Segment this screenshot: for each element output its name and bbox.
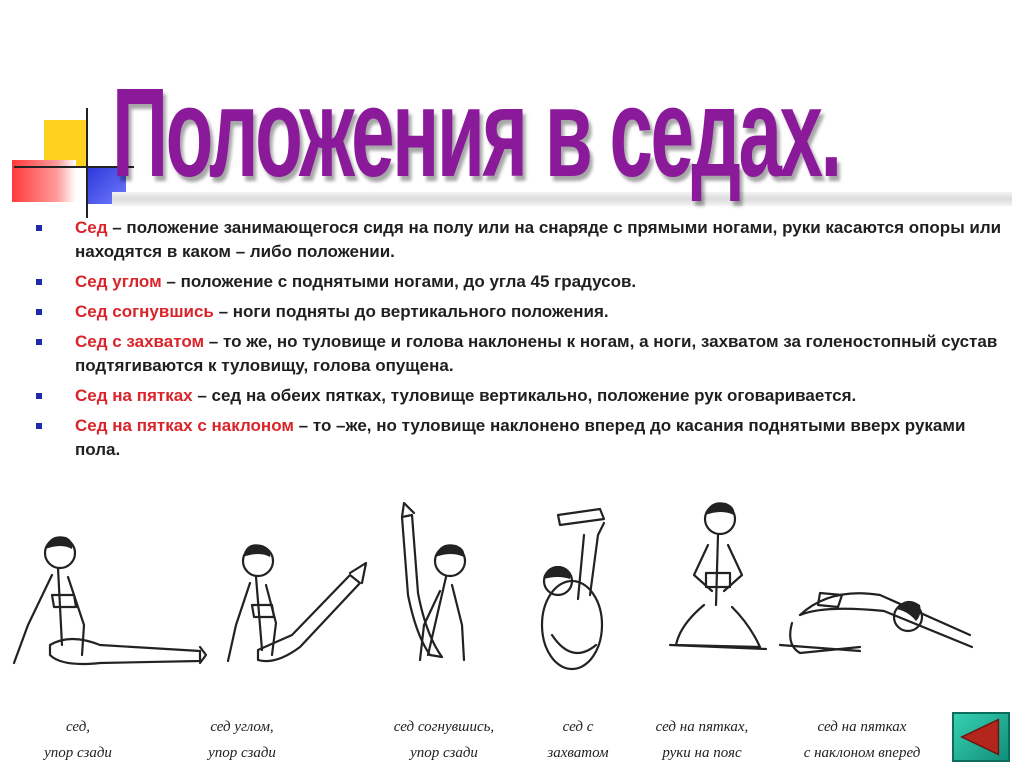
definition-text: – сед на обеих пятках, туловище вертикально, положение рук оговаривается. <box>192 386 857 405</box>
definition-item <box>34 384 1004 408</box>
definition-term: Сед на пятках с наклоном <box>75 416 294 435</box>
bullet-icon <box>36 309 42 315</box>
bullet-icon <box>36 225 42 231</box>
caption-line: сед углом, <box>210 719 274 735</box>
caption-line: сед с <box>562 719 594 735</box>
definition-term: Сед согнувшись <box>75 302 214 321</box>
figure-sit-heels <box>670 502 766 649</box>
definition-text: – ноги подняты до вертикального положения. <box>213 302 609 321</box>
definition-list <box>34 216 1004 468</box>
definition-term: Сед углом <box>75 272 162 291</box>
caption-line: сед согнувшись, <box>393 719 495 735</box>
caption-line: упор сзади <box>208 745 276 761</box>
caption-line: упор сзади <box>410 745 478 761</box>
figure-sit-grasp <box>542 509 604 669</box>
definition-text: – положение занимающегося сидя на полу или на снаряде с прямыми ногами, руки касаются опоры или находятся в каком – либо положении. <box>75 218 1002 261</box>
definition-item <box>34 300 1004 324</box>
caption-sit-grasp <box>530 714 626 766</box>
definition-item <box>34 270 1004 294</box>
caption-sit-angle <box>182 714 302 766</box>
bullet-icon <box>36 339 42 345</box>
bullet-icon <box>36 393 42 399</box>
caption-line: захватом <box>547 745 609 761</box>
caption-sit-heels <box>636 714 768 766</box>
definition-term: Сед <box>75 218 108 237</box>
figure-sit-pike <box>402 503 465 660</box>
figure-sit-angle <box>228 544 366 661</box>
definition-text: – то –же, но туловище наклонено вперед до касания поднятыми вверх руками пола. <box>75 416 966 459</box>
figure-sit-heels-bend <box>780 593 972 653</box>
caption-line: руки на пояс <box>662 745 742 761</box>
decor-vertical-line <box>86 108 88 218</box>
slide-title: Положения в седах. <box>112 62 840 203</box>
caption-sit-pike <box>366 714 522 766</box>
caption-line: сед, <box>65 719 91 735</box>
bullet-icon <box>36 423 42 429</box>
caption-line: сед на пятках, <box>655 719 749 735</box>
figures-svg <box>0 495 1024 705</box>
definition-item <box>34 330 1004 378</box>
definition-term: Сед на пятках <box>75 386 193 405</box>
position-illustrations <box>0 495 1024 705</box>
caption-sit-support-behind <box>18 714 138 766</box>
back-arrow-icon <box>954 714 1008 760</box>
caption-line: сед на пятках <box>817 719 907 735</box>
definition-text: – положение с поднятыми ногами, до угла 45 градусов. <box>161 272 637 291</box>
caption-sit-heels-bend <box>774 714 950 766</box>
caption-line: с наклоном вперед <box>803 745 921 761</box>
bullet-icon <box>36 279 42 285</box>
caption-line: упор сзади <box>44 745 112 761</box>
definition-text: – то же, но туловище и голова наклонены к ногам, а ноги, захватом за голеностопный сустав подтягиваются к туловищу, голова опущена. <box>75 332 998 375</box>
back-button[interactable] <box>952 712 1010 762</box>
definition-item <box>34 216 1004 264</box>
figure-sit-support-behind <box>14 536 206 664</box>
definition-item <box>34 414 1004 462</box>
definition-term: Сед с захватом <box>75 332 205 351</box>
